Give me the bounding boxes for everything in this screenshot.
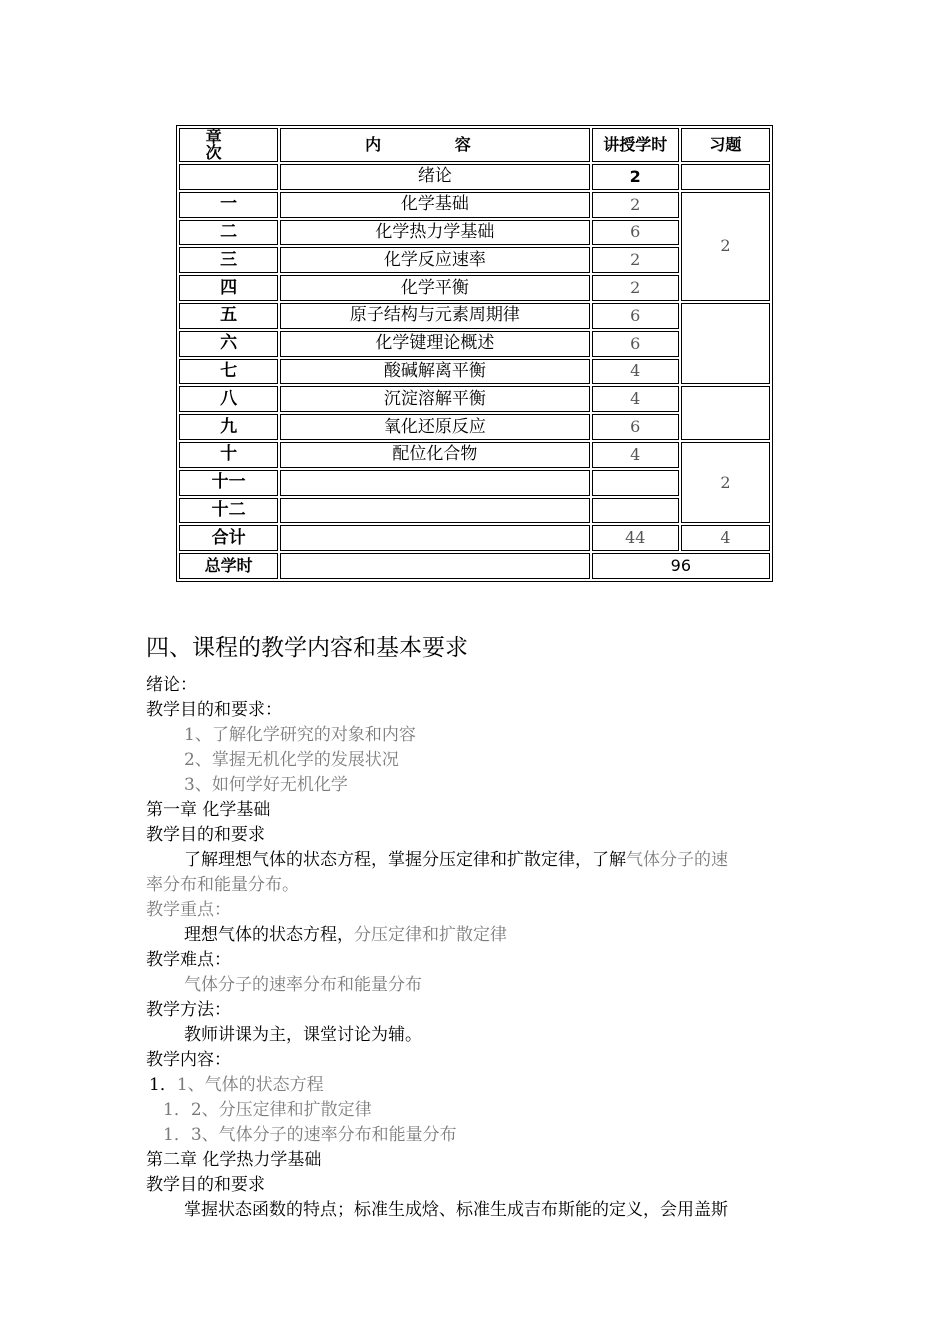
- chapter-cell: 一: [179, 192, 278, 218]
- grand-total-value: 96: [592, 553, 770, 579]
- objectives-label: 教学目的和要求：: [146, 700, 282, 720]
- content-cell: 化学基础: [280, 192, 590, 218]
- hours-cell: 2: [592, 275, 679, 301]
- table-row: [179, 442, 770, 468]
- content-cell: 化学平衡: [280, 275, 590, 301]
- hours-cell: 2: [592, 192, 679, 218]
- objectives-label: 教学目的和要求: [146, 1175, 265, 1195]
- total-content-cell: [280, 525, 590, 551]
- total-exercise: 4: [681, 525, 770, 551]
- chapter-cell: 七: [179, 359, 278, 385]
- content-cell: 化学反应速率: [280, 247, 590, 273]
- hours-cell: 6: [592, 220, 679, 246]
- list-item: 1．1、气体的状态方程: [149, 1075, 324, 1095]
- intro-item: 1、了解化学研究的对象和内容: [184, 725, 416, 745]
- grand-total-content-cell: [280, 553, 590, 579]
- chapter-cell: 九: [179, 414, 278, 440]
- chapter-cell: 四: [179, 275, 278, 301]
- content-cell: 沉淀溶解平衡: [280, 386, 590, 412]
- hours-cell: [592, 498, 679, 524]
- methods-text: 教师讲课为主，课堂讨论为辅。: [184, 1025, 422, 1045]
- hours-cell: 6: [592, 303, 679, 329]
- content-cell: 氧化还原反应: [280, 414, 590, 440]
- content-cell: [280, 498, 590, 524]
- chapter-heading: 第一章 化学基础: [146, 800, 271, 820]
- exercise-cell: 2: [681, 442, 770, 523]
- header-chapter: 章 次: [179, 128, 278, 162]
- table-row: [179, 303, 770, 329]
- content-cell: [280, 470, 590, 496]
- table-row: [179, 386, 770, 412]
- total-lecture-hours: 44: [592, 525, 679, 551]
- chapter-cell: 六: [179, 331, 278, 357]
- chapter-cell: 五: [179, 303, 278, 329]
- list-item: 1．3、气体分子的速率分布和能量分布: [163, 1125, 457, 1145]
- header-content: 内 容: [280, 128, 590, 162]
- content-cell: 配位化合物: [280, 442, 590, 468]
- grand-total-row: [179, 553, 770, 579]
- intro-item: 3、如何学好无机化学: [184, 775, 348, 795]
- content-cell: 酸碱解离平衡: [280, 359, 590, 385]
- header-exercise: 习题: [681, 128, 770, 162]
- table-row: [179, 164, 770, 190]
- course-hours-table: [176, 125, 773, 582]
- intro-item: 2、掌握无机化学的发展状况: [184, 750, 399, 770]
- paragraph-text: 掌握状态函数的特点；标准生成焓、标准生成吉布斯能的定义，会用盖斯: [184, 1200, 728, 1220]
- difficulties-text: 气体分子的速率分布和能量分布: [184, 975, 422, 995]
- content-cell: 化学键理论概述: [280, 331, 590, 357]
- exercise-cell: [681, 386, 770, 440]
- chapter-cell: 十: [179, 442, 278, 468]
- grand-total-label: 总学时: [179, 553, 278, 579]
- header-lecture-hours: 讲授学时: [592, 128, 679, 162]
- total-row: [179, 525, 770, 551]
- table-row: [179, 192, 770, 218]
- intro-label: 绪论：: [146, 675, 197, 695]
- difficulties-label: 教学难点：: [146, 950, 231, 970]
- key-points-text: 理想气体的状态方程，分压定律和扩散定律: [184, 925, 507, 945]
- content-cell: 绪论: [280, 164, 590, 190]
- key-points-label: 教学重点：: [146, 900, 231, 920]
- exercise-cell: 2: [681, 192, 770, 301]
- section-title: 四、课程的教学内容和基本要求: [146, 635, 468, 661]
- hours-cell: 2: [592, 164, 679, 190]
- content-cell: 化学热力学基础: [280, 220, 590, 246]
- methods-label: 教学方法：: [146, 1000, 231, 1020]
- chapter-cell: [179, 164, 278, 190]
- chapter-heading: 第二章 化学热力学基础: [146, 1150, 322, 1170]
- chapter-cell: 八: [179, 386, 278, 412]
- chapter-cell: 二: [179, 220, 278, 246]
- hours-cell: 6: [592, 414, 679, 440]
- list-item: 1．2、分压定律和扩散定律: [163, 1100, 372, 1120]
- hours-cell: 2: [592, 247, 679, 273]
- contents-label: 教学内容：: [146, 1050, 231, 1070]
- paragraph-text: 了解理想气体的状态方程，掌握分压定律和扩散定律，了解气体分子的速: [184, 850, 728, 870]
- chapter-cell: 三: [179, 247, 278, 273]
- table-header-row: [179, 128, 770, 162]
- paragraph-text: 率分布和能量分布。: [146, 875, 299, 895]
- total-label: 合计: [179, 525, 278, 551]
- hours-cell: [592, 470, 679, 496]
- chapter-cell: 十一: [179, 470, 278, 496]
- content-cell: 原子结构与元素周期律: [280, 303, 590, 329]
- hours-cell: 4: [592, 386, 679, 412]
- exercise-cell: [681, 303, 770, 384]
- objectives-label: 教学目的和要求: [146, 825, 265, 845]
- hours-cell: 4: [592, 442, 679, 468]
- chapter-cell: 十二: [179, 498, 278, 524]
- exercise-cell: [681, 164, 770, 190]
- hours-cell: 6: [592, 331, 679, 357]
- hours-cell: 4: [592, 359, 679, 385]
